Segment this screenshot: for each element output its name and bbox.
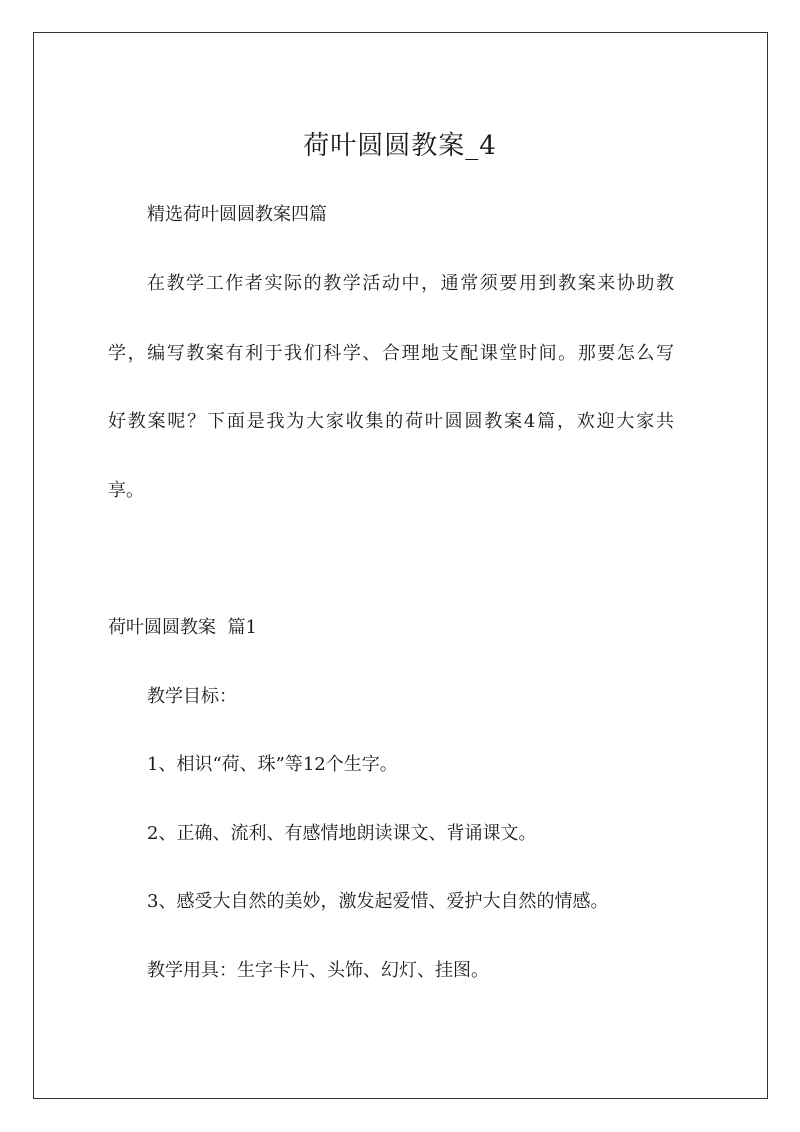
- page-border: [33, 32, 768, 1099]
- goal-item-2: 2、正确、流利、有感情地朗读课文、背诵课文。: [147, 823, 537, 844]
- intro-line-1: 在教学工作者实际的教学活动中，通常须要用到教案来协助教: [147, 273, 674, 294]
- goal-item-3: 3、感受大自然的美妙，激发起爱惜、爱护大自然的情感。: [147, 891, 609, 912]
- goal-item-1: 1、相识“荷、珠”等12个生字。: [147, 754, 398, 775]
- teaching-tools: 教学用具：生字卡片、头饰、幻灯、挂图。: [147, 960, 489, 981]
- intro-line-4: 享。: [108, 480, 144, 501]
- document-subtitle: 精选荷叶圆圆教案四篇: [147, 204, 327, 225]
- section-heading: 荷叶圆圆教案 篇1: [108, 617, 257, 638]
- document-title: 荷叶圆圆教案_4: [303, 131, 497, 161]
- goals-label: 教学目标：: [147, 686, 237, 707]
- intro-line-3: 好教案呢？下面是我为大家收集的荷叶圆圆教案4篇，欢迎大家共: [108, 411, 674, 432]
- intro-line-2: 学，编写教案有利于我们科学、合理地支配课堂时间。那要怎么写: [108, 343, 674, 364]
